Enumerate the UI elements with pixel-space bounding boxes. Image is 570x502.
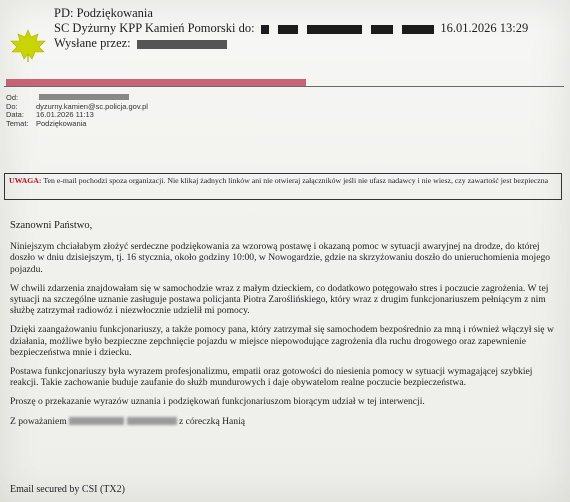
original-message-meta	[6, 94, 526, 128]
email-header	[54, 6, 564, 51]
redaction	[371, 25, 393, 34]
letter-paragraph: Postawa funkcjonariuszy była wyrazem profesjonalizmu, empatii oraz gotowości do niesienia pomocy w sytuacji wymagającej szybkiej reakcji. Takie zachowanie buduje zaufanie do służb mundurowych i daje obywatelom realne poczucie bezpieczeństwa.	[10, 366, 533, 389]
email-secured-footer: Email secured by CSI (TX2)	[10, 484, 125, 495]
meta-row-date: Data: 16.01.2026 11:13	[6, 110, 94, 120]
sent-by-line	[54, 36, 564, 51]
redaction	[137, 40, 227, 49]
warning-text: Ten e-mail pochodzi spoza organizacji. Nie klikaj żadnych linków ani nie otwieraj załączników jeśli nie ufasz nadawcy i nie wiesz, czy zawartość jest bezpieczna	[43, 176, 549, 185]
letter-paragraph: W chwili zdarzenia znajdowałam się w samochodzie wraz z małym dzieckiem, co dodatkowo potęgowało stres i poczucie zagrożenia. W tej sytuacji na szczególne uznanie zasługuje postawa policjanta Piotra Zaroślińskiego, który wraz z drugim funkcjonariuszem pełniącym z nim służbę zatrzymał radiowóz i niezwłocznie udzielił mi pomocy.	[10, 282, 549, 317]
redaction	[278, 25, 298, 34]
letter-body	[10, 220, 562, 435]
letter-paragraph: Dzięki zaangażowaniu funkcjonariuszy, a także pomocy pana, który zatrzymał się samochodem bezpośrednio za mną i również włączył się w działania, możliwe było bezpieczne zepchnięcie pojazdu w miejsce niepowodujące zagrożenia dla ruchu drogowego oraz zapewnienie bezpieczeństwa mnie i dziecku.	[10, 324, 554, 358]
email-date: 16.01.2026 13:29	[440, 21, 529, 35]
sent-by-label: Wysłane przez:	[54, 36, 131, 50]
letter-closing: Z poważaniem z córeczką Hanią	[10, 415, 246, 427]
redaction	[307, 25, 362, 34]
letter-paragraph: Proszę o przekazanie wyrazów uznania i podziękowań funkcjonariuszom biorącym udział w tej interwencji.	[10, 396, 425, 408]
redacted-strip	[6, 74, 306, 82]
letter-paragraph: Niniejszym chciałabym złożyć serdeczne podziękowania za wzorową postawę i okazaną pomoc w sytuacji awaryjnej na drodze, do której doszło w dniu dzisiejszym, tj. 16 stycznia, około godziny 10:00, w Nowogardzie, gdzie na skrzyżowaniu doszło do unieruchomienia mojego pojazdu.	[10, 241, 551, 275]
external-email-warning	[4, 173, 562, 200]
email-from-line	[54, 21, 564, 36]
redaction	[261, 25, 269, 34]
redaction	[39, 94, 129, 100]
from-label: SC Dyżurny KPP Kamień Pomorski do:	[54, 21, 255, 35]
blurred-name	[127, 417, 177, 425]
letter-greeting: Szanowni Państwo,	[10, 220, 93, 231]
divider	[4, 86, 564, 87]
leaf-logo-icon	[8, 28, 48, 62]
warning-label: UWAGA:	[9, 176, 42, 185]
email-subject: PD: Podziękowania	[54, 6, 153, 20]
blurred-name	[69, 417, 124, 425]
meta-row-to: Do: dyzurny.kamien@sc.policja.gov.pl	[6, 101, 148, 111]
meta-row-subject: Temat: Podziękowania	[6, 118, 87, 128]
meta-row-from: Od:	[6, 94, 526, 103]
redaction	[402, 25, 434, 34]
